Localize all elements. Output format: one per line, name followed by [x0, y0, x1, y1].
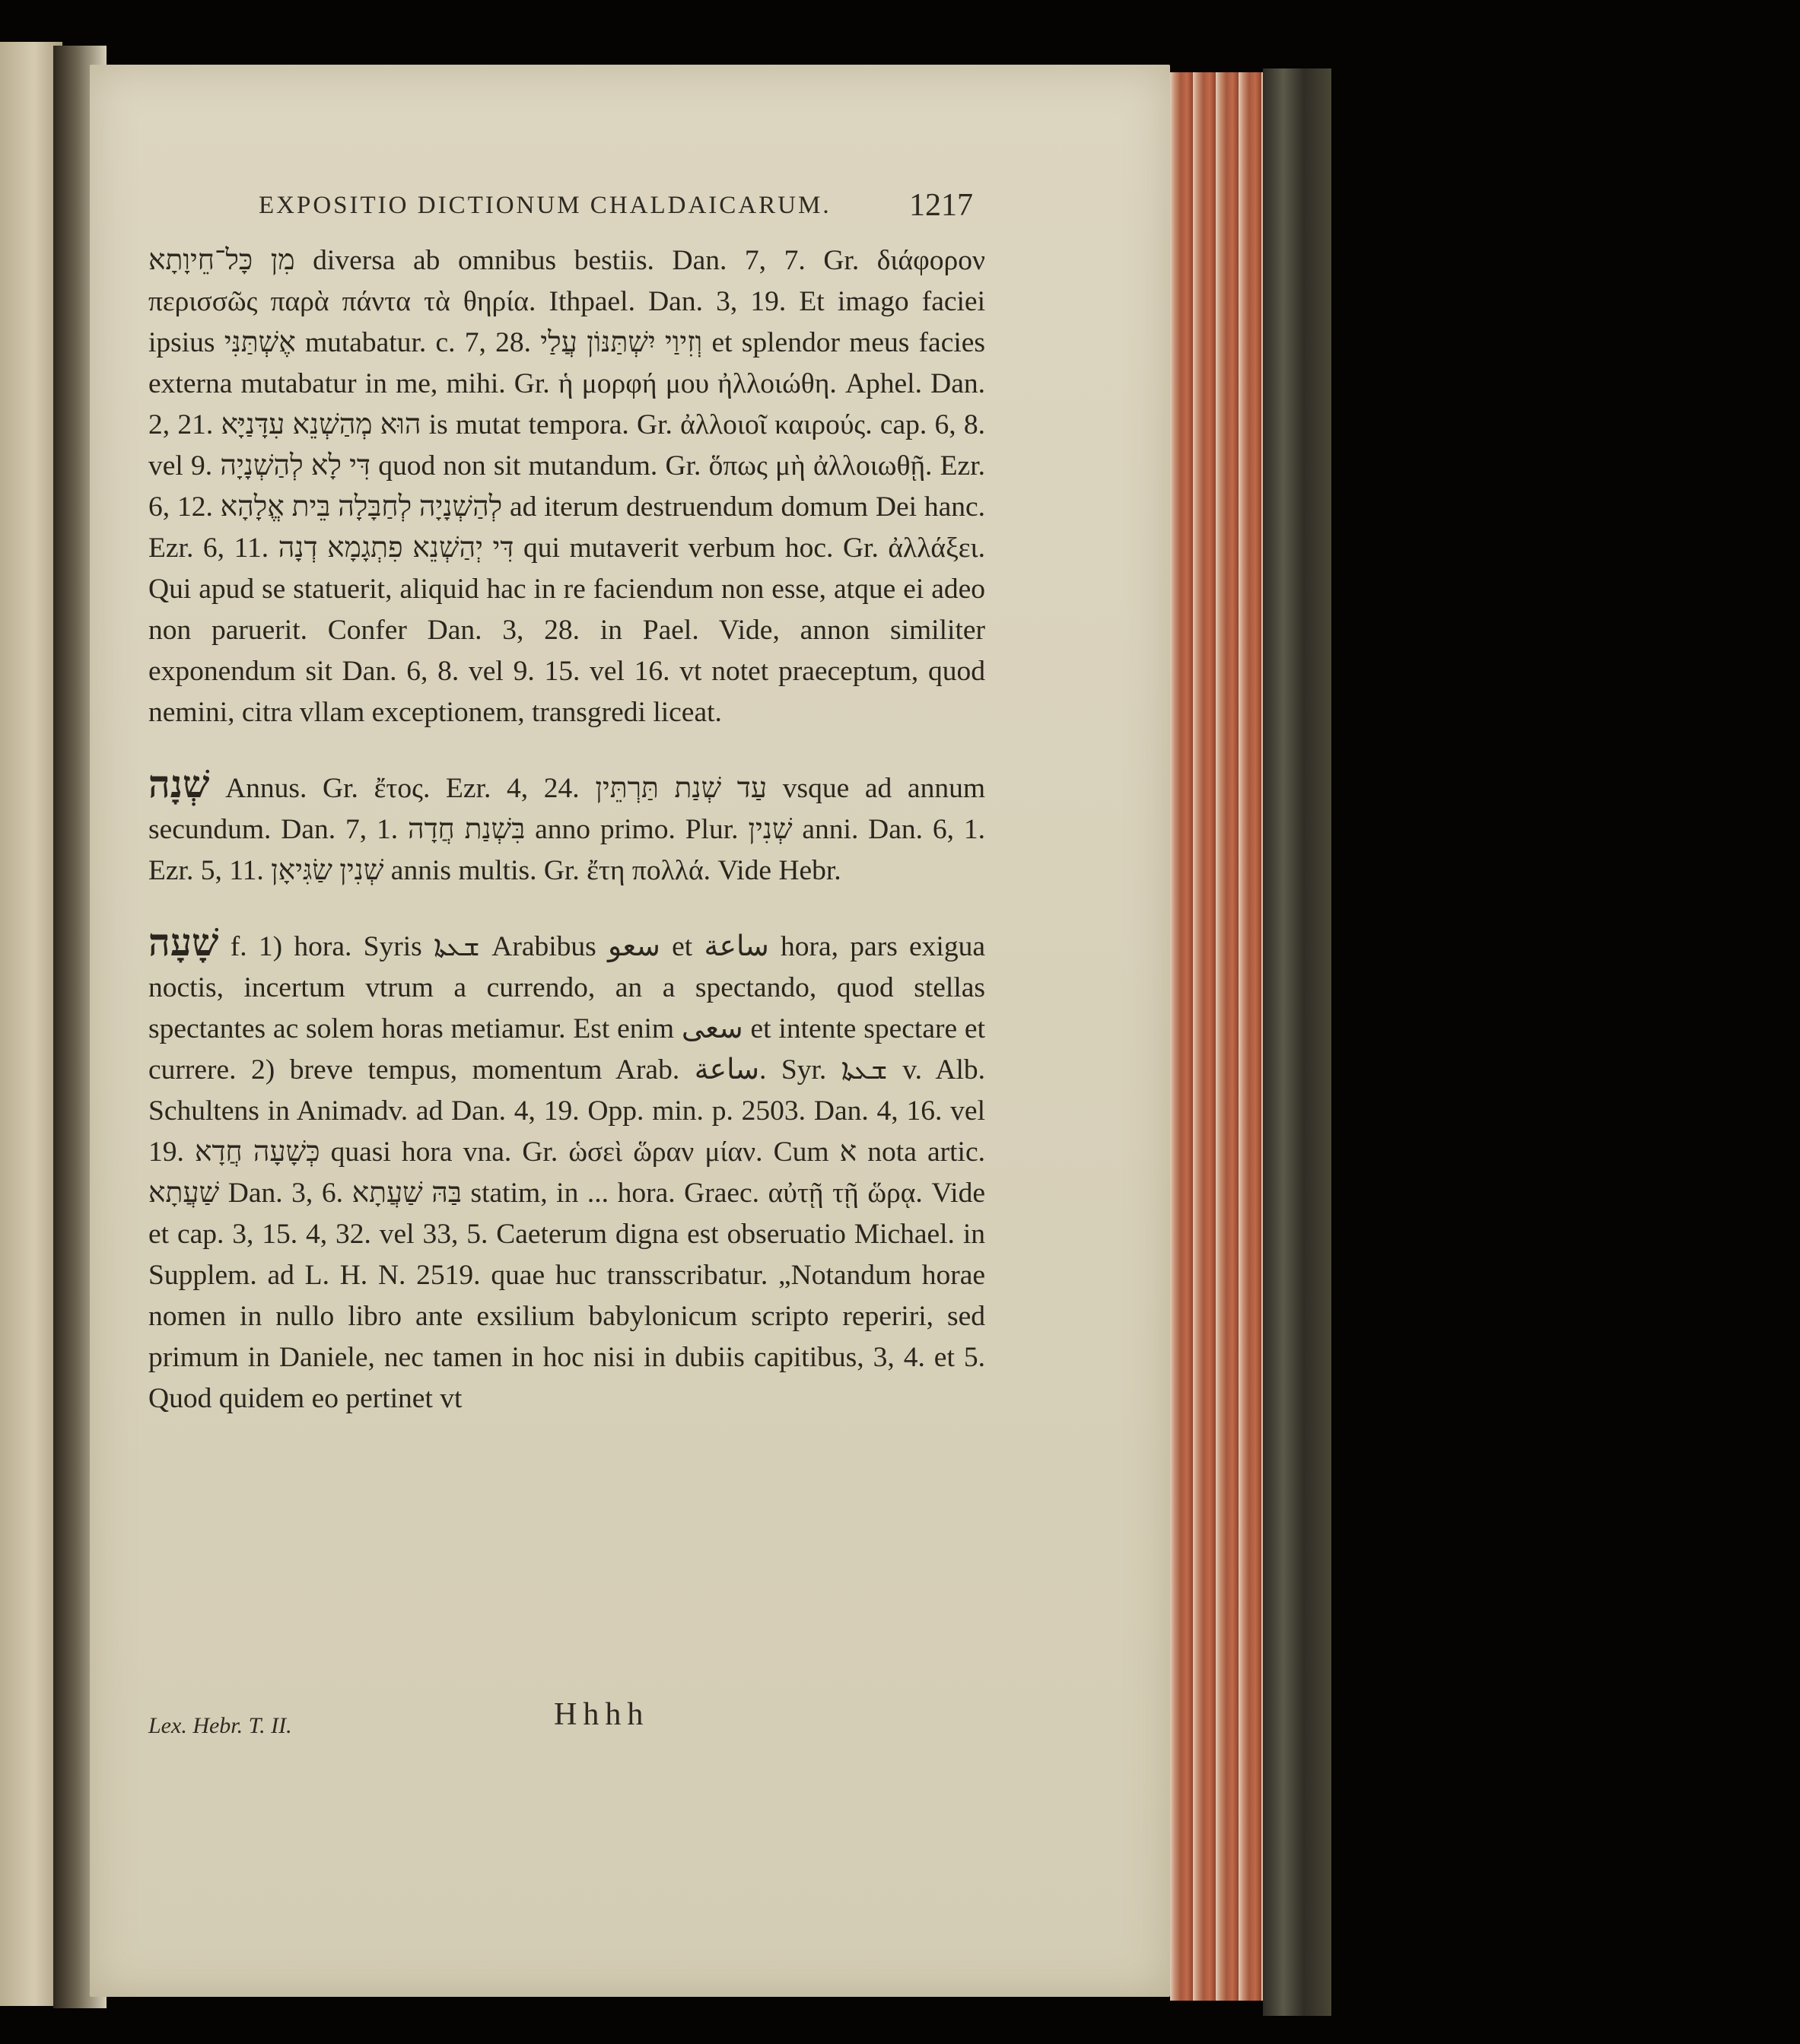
entry-shaah — [148, 922, 985, 1419]
entry-headword: שְׁנָה — [148, 763, 210, 806]
page-number: 1217 — [909, 188, 973, 223]
entry-text: מִן כָּל־חֵיוָתָא diversa ab omnibus bestiis. Dan. 7, 7. Gr. διάφορον περισσῶς παρὰ πάντα τὰ θηρία. Ithpael. Dan. 3, 19. Et imago faciei ipsius אֶשְׁתַּנִּי mutabatur. c. 7, 28. וְזִיוַי יִשְׁתַּנּוֹן עֲלַי et splendor meus facies externa mutabatur in me, mihi. Gr. ἡ μορφή μου ἠλλοιώθη. Aphel. Dan. 2, 21. הוּא מְהַשְׁנֵא עִדָּנַיָּא is mutat tempora. Gr. ἀλλοιοῖ καιρούς. cap. 6, 8. vel 9. דִּי לָא לְהַשְׁנָיָה quod non sit mutandum. Gr. ὅπως μὴ ἀλλοιωθῇ. Ezr. 6, 12. לְהַשְׁנָיָה לְחַבָּלָה בֵּית אֱלָהָא ad iterum destruendum domum Dei hanc. Ezr. 6, 11. דִּי יְהַשְׁנֵא פִתְגָמָא דְנָה qui mutaverit verbum hoc. Gr. ἀλλάξει. Qui apud se statuerit, aliquid hac in re faciendum non esse, atque ei adeo non paruerit. Confer Dan. 3, 28. in Pael. Vide, annon similiter exponendum sit Dan. 6, 8. vel 9. 15. vel 16. vt notet praeceptum, quod nemini, citra vllam exceptionem, transgredi liceat. — [148, 245, 986, 728]
entry-text: f. 1) hora. Syris ܫܥܬܐ Arabibus سعو et ساعة hora, pars exigua noctis, incertum vtrum a currendo, an a spectando, quod stellas spectantes ac solem horas metiamur. Est enim سعى et intente spectare et currere. 2) breve tempus, momentum Arab. ساعة. Syr. ܫܥܬܐ v. Alb. Schultens in Animadv. ad Dan. 4, 19. Opp. min. p. 2503. Dan. 4, 16. vel 19. כְּשָׁעָה חֲדָא quasi hora vna. Gr. ὡσεὶ ὥραν μίαν. Cum א nota artic. שַׁעֲתָא Dan. 3, 6. בַּהּ שַׁעֲתָא statim, in ... hora. Graec. αὐτῇ τῇ ὥρᾳ. Vide et cap. 3, 15. 4, 32. vel 33, 5. Caeterum digna est obseruatio Michael. in Supplem. ad L. H. N. 2519. quae huc transscribatur. „Notandum horae nomen in nullo libro ante exsilium babylonicum scripto reperiri, sed primum in Daniele, nec tamen in hoc nisi in dubiis capitibus, 3, 4. et 5. Quod quidem eo pertinet vt — [148, 931, 986, 1414]
red-page-edges — [1170, 72, 1263, 2001]
book-cover-edge — [1263, 68, 1331, 2016]
running-head: EXPOSITIO DICTIONUM CHALDAICARUM. — [259, 192, 832, 219]
entry-text: Annus. Gr. ἔτος. Ezr. 4, 24. עַד שְׁנַת תַּרְתֵּין vsque ad annum secundum. Dan. 7, 1. בִּשְׁנַת חֲדָה anno primo. Plur. שְׁנִין anni. Dan. 6, 1. Ezr. 5, 11. שְׁנִין שַׂגִּיאָן annis multis. Gr. ἔτη πολλά. Vide Hebr. — [148, 773, 985, 886]
catchword: Hhhh — [554, 1697, 650, 1732]
signature-mark: Lex. Hebr. T. II. — [148, 1713, 292, 1738]
entry-continued — [148, 236, 985, 733]
dictionary-entries — [148, 236, 985, 1419]
entry-headword: שָׁעָה — [148, 921, 219, 964]
entry-shanah — [148, 764, 985, 892]
